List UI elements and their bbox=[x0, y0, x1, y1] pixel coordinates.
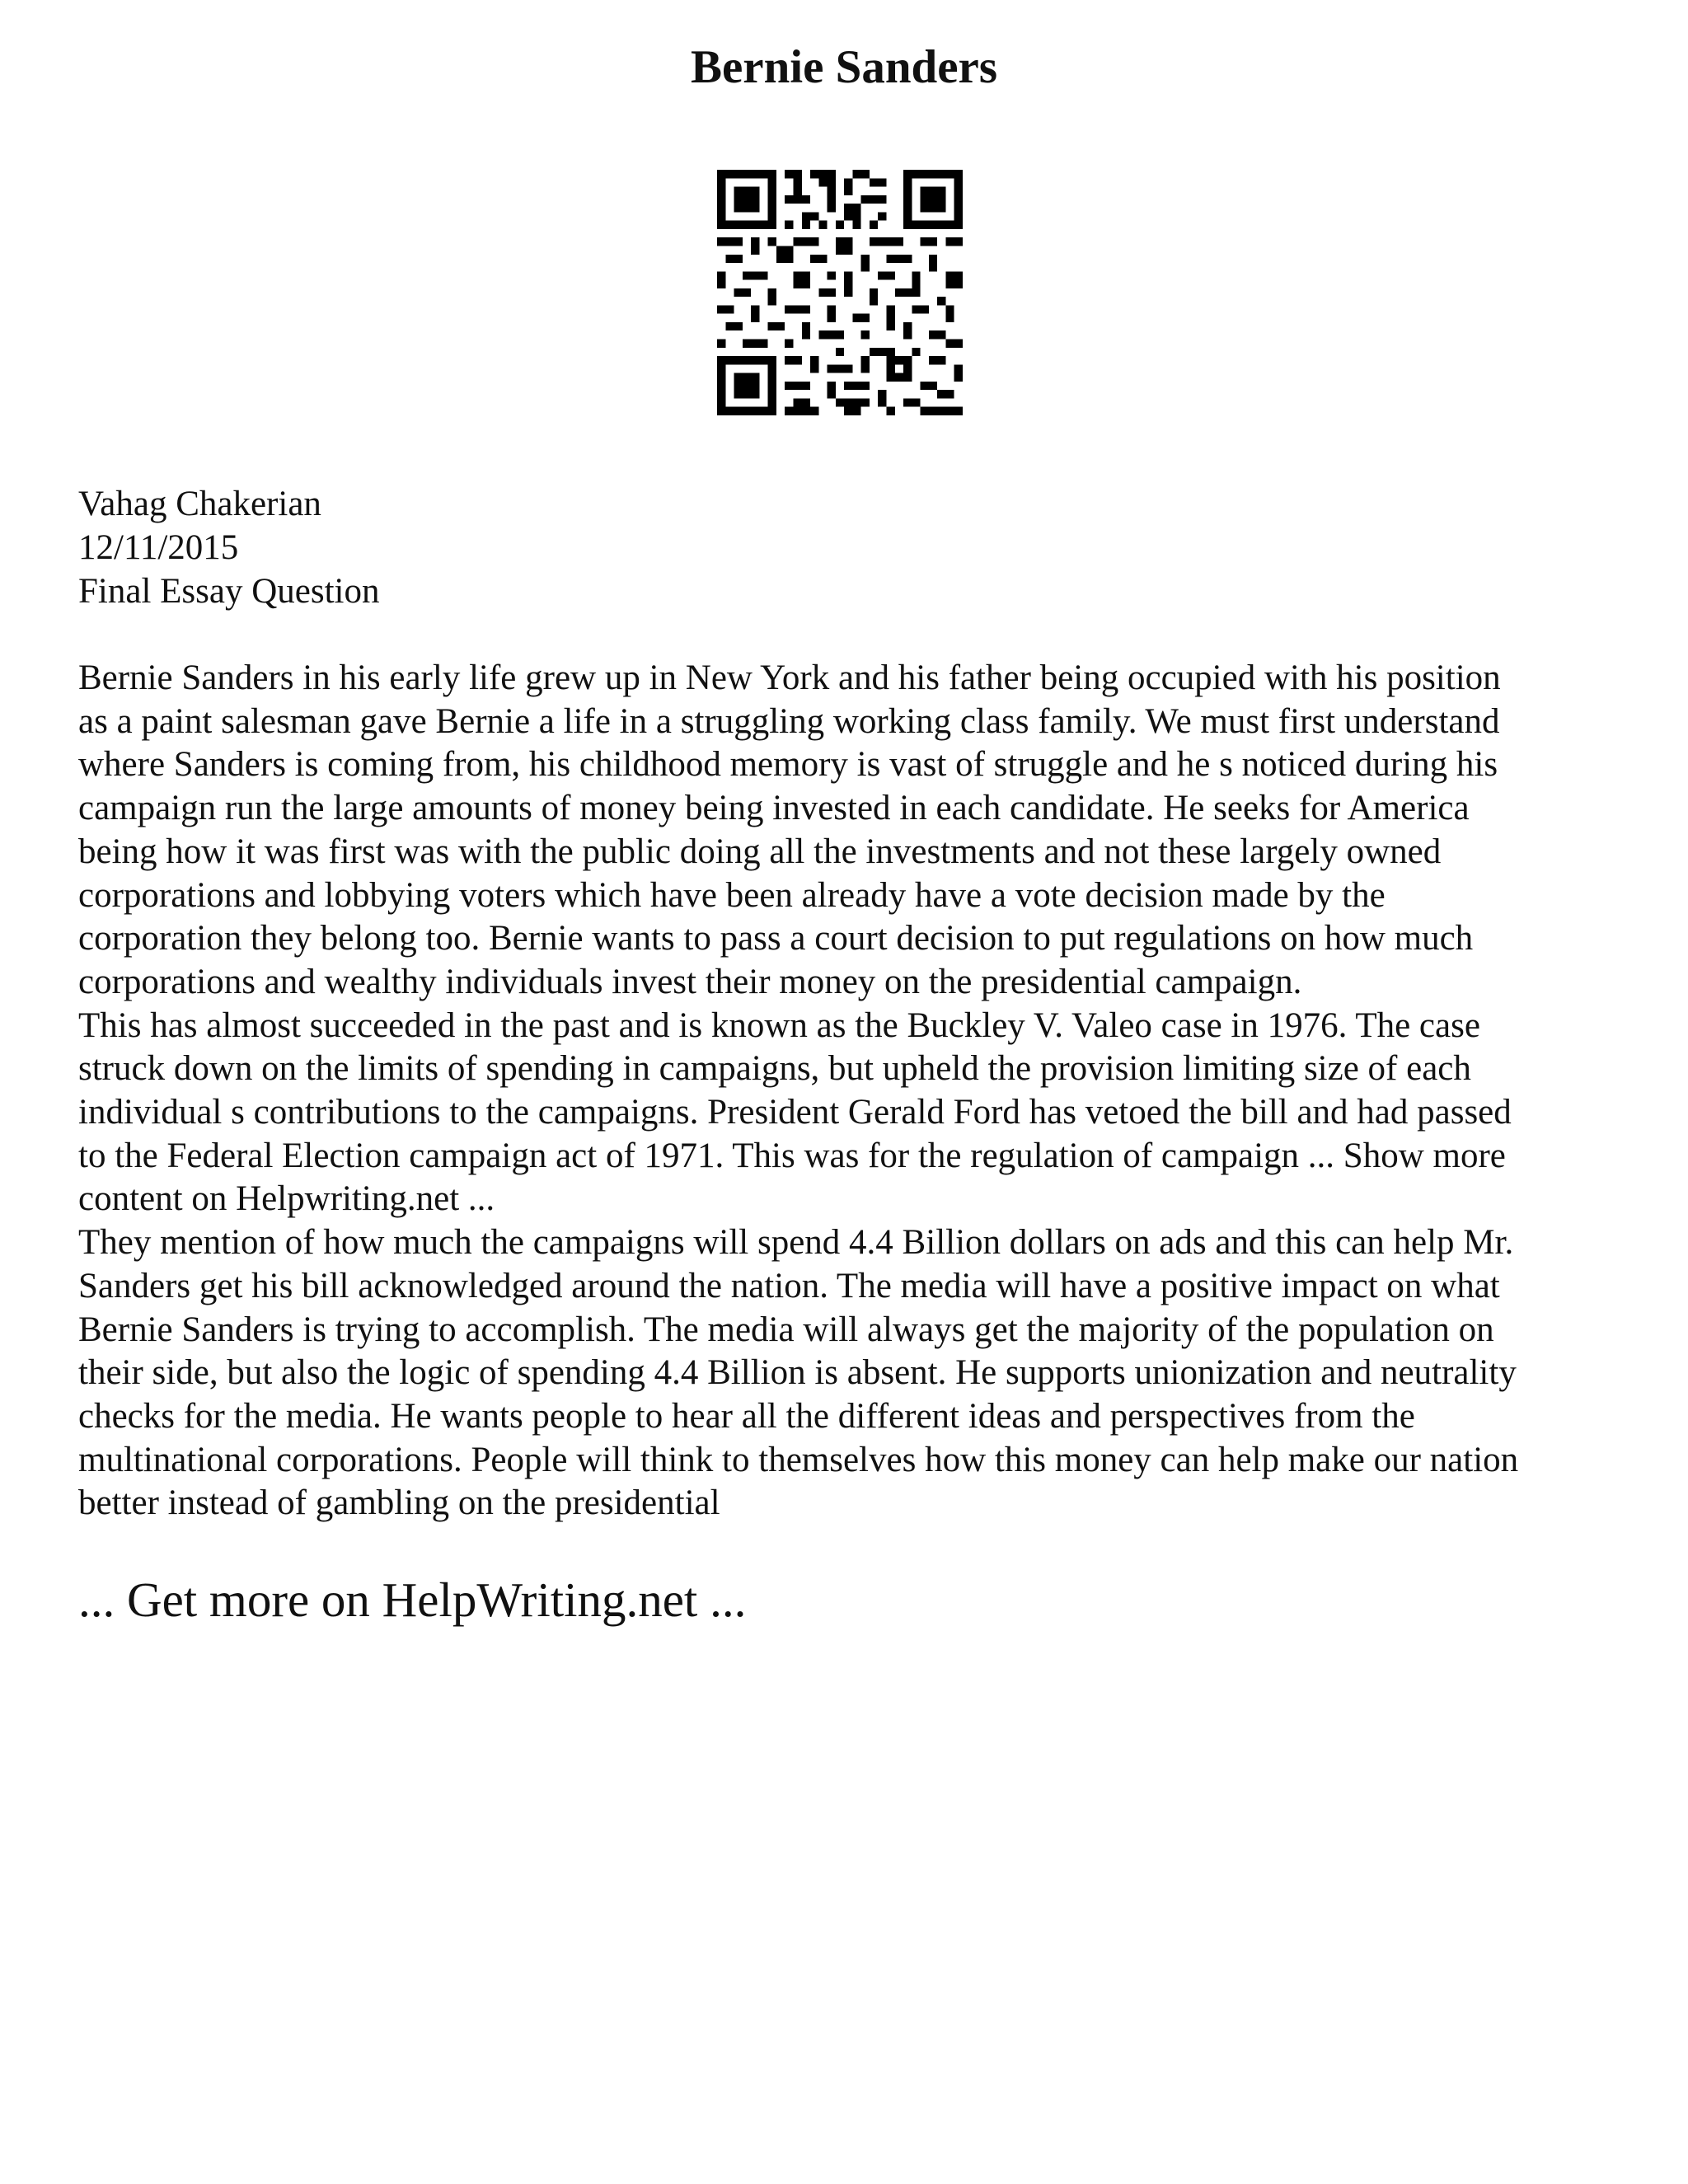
body-line: Bernie Sanders is trying to accomplish. The media will always get the majority of the population on bbox=[78, 1310, 1494, 1349]
body-line: campaign run the large amounts of money being invested in each candidate. He seeks for America bbox=[78, 789, 1470, 828]
body-line: multinational corporations. People will think to themselves how this money can help make our nation bbox=[78, 1440, 1519, 1479]
body-line: checks for the media. He wants people to hear all the different ideas and perspectives from the bbox=[78, 1396, 1415, 1436]
body-line: Bernie Sanders in his early life grew up in New York and his father being occupied with his position bbox=[78, 658, 1501, 697]
body-line: They mention of how much the campaigns will spend 4.4 Billion dollars on ads and this can help Mr. bbox=[78, 1223, 1514, 1263]
body-line: where Sanders is coming from, his childhood memory is vast of struggle and he s noticed during his bbox=[78, 745, 1498, 785]
essay-date: 12/11/2015 bbox=[78, 528, 239, 567]
body-line: This has almost succeeded in the past and is known as the Buckley V. Valeo case in 1976. The case bbox=[78, 1005, 1480, 1045]
body-line: corporation they belong too. Bernie wants to pass a court decision to put regulations on how much bbox=[78, 919, 1474, 958]
document-title: Bernie Sanders bbox=[690, 41, 998, 93]
body-line: corporations and lobbying voters which have been already have a vote decision made by the bbox=[78, 875, 1386, 915]
get-more-link[interactable]: ... Get more on HelpWriting.net ... bbox=[78, 1572, 747, 1627]
body-line: individual s contributions to the campaigns. President Gerald Ford has vetoed the bill and had passed bbox=[78, 1093, 1512, 1132]
body-line: being how it was first was with the public doing all the investments and not these largely owned bbox=[78, 832, 1442, 871]
body-line: Sanders get his bill acknowledged around the nation. The media will have a positive impact on what bbox=[78, 1266, 1500, 1305]
body-line: their side, but also the logic of spending 4.4 Billion is absent. He supports unionization and neutrality bbox=[78, 1353, 1517, 1393]
body-line: as a paint salesman gave Bernie a life in a struggling working class family. We must first understand bbox=[78, 701, 1500, 741]
body-line: corporations and wealthy individuals invest their money on the presidential campaign. bbox=[78, 962, 1302, 1001]
body-line: to the Federal Election campaign act of 1971. This was for the regulation of campaign ... Show more bbox=[78, 1136, 1506, 1175]
author-name: Vahag Chakerian bbox=[78, 485, 321, 523]
assignment-label: Final Essay Question bbox=[78, 572, 380, 611]
essay-body bbox=[78, 657, 1611, 1526]
body-line: struck down on the limits of spending in campaigns, but upheld the provision limiting size of each bbox=[78, 1049, 1471, 1089]
body-line: better instead of gambling on the presidential bbox=[78, 1483, 720, 1523]
body-line: content on Helpwriting.net ... bbox=[78, 1179, 495, 1219]
essay-header bbox=[78, 482, 1611, 613]
qr-code-icon bbox=[717, 170, 963, 415]
